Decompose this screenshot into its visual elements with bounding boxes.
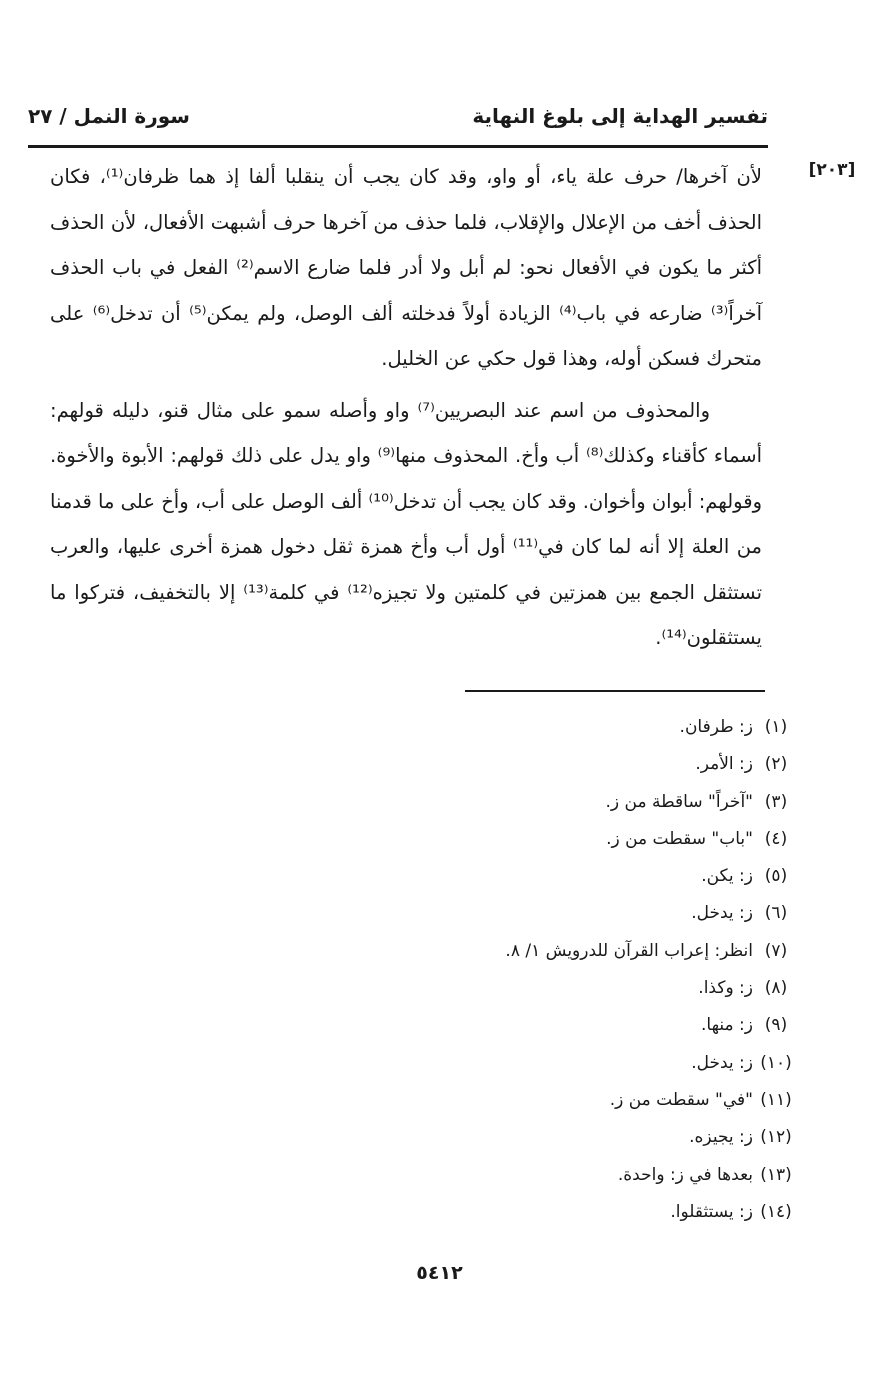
footnote-text: ز: الأمر.: [695, 754, 753, 775]
footnote-number: (٩): [764, 1015, 788, 1036]
footnote-text: انظر: إعراب القرآن للدرويش ١/ ٨.: [505, 940, 753, 961]
footnote-number: (٢): [764, 754, 788, 775]
footnote-number: (٣): [764, 791, 788, 812]
footnote-item: [379, 1082, 799, 1119]
footnote-item: [379, 746, 799, 783]
footnote-number: (١٢): [760, 1127, 792, 1148]
footnote-number: (٤): [764, 828, 788, 849]
footnote-number: (٦): [764, 903, 788, 924]
footnote-text: ز: منها.: [701, 1015, 753, 1036]
footnote-text: ز: يجيزه.: [689, 1127, 753, 1148]
footnote-item: [379, 709, 799, 746]
footnote-text: ز: يدخل.: [691, 1052, 753, 1073]
footnote-number: (١٣): [760, 1164, 792, 1185]
footnote-text: ز: وكذا.: [698, 978, 753, 999]
footnote-number: (١٤): [760, 1201, 792, 1222]
footnote-number: (٧): [764, 940, 788, 961]
footnote-text: ز: يكن.: [701, 866, 753, 887]
main-text: [50, 154, 762, 661]
footnote-number: (٥): [764, 866, 788, 887]
footnote-item: [379, 1157, 799, 1194]
footnote-text: "في" سقطت من ز.: [609, 1089, 753, 1110]
footnote-item: [379, 1119, 799, 1156]
manuscript-page-reference: [٢٠٣]: [808, 160, 856, 180]
footnote-text: ز: يدخل.: [691, 903, 753, 924]
footnote-item: [379, 1007, 799, 1044]
footnote-item: [379, 970, 799, 1007]
footnote-number: (١): [764, 717, 788, 737]
footnote-number: (١٠): [760, 1052, 792, 1073]
header-divider: [28, 145, 768, 148]
footnote-text: ز: يستثقلوا.: [670, 1201, 753, 1222]
footnote-item: [379, 821, 799, 858]
footnote-text: ز: طرفان.: [679, 717, 753, 737]
footnote-text: بعدها في ز: واحدة.: [617, 1164, 753, 1185]
paragraph-1: لأن آخرها/ حرف علة ياء، أو واو، وقد كان يجب أن ينقلبا ألفا إذ هما ظرفان⁽¹⁾، فكان الحذف أخف من الإعلال والإقلاب، فلما حذف من آخرها حرف أشبهت الأفعال، لأن الحذف أكثر ما يكون في الأفعال نحو: لم أبل ولا أدر فلما ضارع الاسم⁽²⁾ الفعل في باب الحذف آخراً⁽³⁾ ضارعه في باب⁽⁴⁾ الزيادة أولاً فدخلته ألف الوصل، ولم يمكن⁽⁵⁾ أن تدخل⁽⁶⁾ على متحرك فسكن أوله، وهذا قول حكي عن الخليل.: [50, 165, 762, 370]
footnote-item: [379, 858, 799, 895]
page-number: ٥٤١٢: [416, 1262, 463, 1284]
footnote-number: (٨): [764, 978, 788, 999]
footnote-item: [379, 1194, 799, 1231]
book-title: تفسير الهداية إلى بلوغ النهاية: [472, 104, 768, 128]
footnote-number: (١١): [760, 1089, 792, 1110]
running-header: [28, 96, 768, 136]
paragraph-2: والمحذوف من اسم عند البصريين⁽⁷⁾ واو وأصله سمو على مثال قنو، دليله قولهم: أسماء كأقناء وكذلك⁽⁸⁾ أب وأخ. المحذوف منها⁽⁹⁾ واو يدل على ذلك قولهم: الأبوة والأخوة. وقولهم: أبوان وأخوان. وقد كان يجب أن تدخل⁽¹⁰⁾ ألف الوصل على أب، وأخ على ما قدمنا من العلة إلا أنه لما كان في⁽¹¹⁾ أول أب وأخ همزة ثقل دخول همزة أخرى عليها، والعرب تستثقل الجمع بين همزتين في كلمتين ولا تجيزه⁽¹²⁾ في كلمة⁽¹³⁾ إلا بالتخفيف، فتركوا ما يستثقلون⁽¹⁴⁾.: [50, 398, 763, 649]
footnote-item: [379, 1045, 799, 1082]
footnote-text: "باب" سقطت من ز.: [606, 828, 753, 849]
surah-reference: سورة النمل / ٢٧: [28, 104, 190, 128]
footnote-item: [379, 933, 799, 970]
footnote-item: [379, 895, 799, 932]
footnote-divider: [465, 690, 765, 692]
footnotes-list: [379, 709, 799, 1231]
footnote-item: [379, 784, 799, 821]
footnote-text: "آخراً" ساقطة من ز.: [605, 791, 753, 812]
